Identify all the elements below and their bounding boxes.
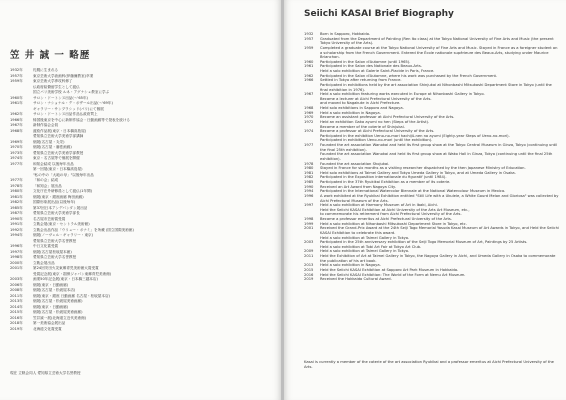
entry-year: 1992年 [10, 227, 23, 232]
entry-year: 1972 [304, 119, 314, 124]
entry-year: 2019年 [10, 326, 23, 331]
entry-text: Participated in the Salon d'Automne (until 1965). [320, 59, 411, 64]
japanese-biography-list [10, 68, 272, 332]
biography-entry [10, 327, 272, 333]
entry-year: 1998年 [10, 255, 23, 259]
entry-text: Became a professor emeritus at Aichi Prefectural University of the Arts. [320, 217, 452, 221]
entry-text: Born in Sapporo, Hokkaido. [320, 32, 371, 36]
biography-entry [304, 152, 559, 161]
entry-year: 2001年 [10, 266, 23, 270]
entry-year: 1970年 [10, 145, 23, 149]
entry-text: 東京芸術大学専攻科修了 [33, 79, 73, 83]
entry-year: 1990年 [10, 216, 23, 221]
entry-text: Held the Seiichi KASAI Exhibition at Sapporo Art Park Museum in Hokkaido. [320, 267, 459, 272]
entry-text: 中日文化賞受賞 [33, 244, 59, 248]
entry-text: Held a solo exhibition at Harmony Museum of Art in Ibaki, Aichi. [320, 203, 438, 208]
entry-text: 愛知県立芸術大学美術学部教授 [33, 150, 84, 155]
entry-year: 2016年 [10, 315, 23, 320]
entry-year: 2013 [304, 263, 314, 268]
entry-year: 1967 [304, 92, 314, 97]
entry-text: 画業50年記念展(東京・日本橋三越本店) [33, 277, 98, 281]
entry-year: 1932年 [10, 68, 23, 72]
entry-text: Participated in exhibitions held by the art association Shinjukai at Nihonbashi Mitsukoshi Department Store in Tokyo (until the final exhibition in 1976). [320, 82, 552, 92]
entry-year: 1970 [304, 115, 314, 120]
english-biography-list [304, 32, 559, 282]
entry-text: Participated in the 37th Ryukikai Exhibition as a member of its coterie. [320, 180, 451, 184]
entry-year: 1974年 [10, 156, 23, 160]
entry-text: 個展(東京・日動画廊) [33, 304, 69, 309]
entry-text: 個展(名古屋・松坂屋美術画廊) [33, 299, 83, 303]
entry-text: 笠井誠一展(北海道立近代美術館) [33, 315, 87, 320]
entry-year: 1978 [304, 161, 314, 166]
entry-year: 1978年 [10, 183, 23, 188]
entry-year: 1991年 [10, 222, 23, 226]
entry-text: 渡欧作品展(東京・日本橋高島屋) [33, 128, 87, 133]
entry-text: 個展(名古屋・松坂屋本店) [33, 288, 76, 292]
japanese-biography-title: 笠 井 誠 一 略歴 [10, 50, 91, 61]
entry-year: 2003 [304, 240, 314, 245]
entry-text: "私の中の「大地の母」"以後毎年出品 [33, 172, 94, 177]
entry-text: 第24回安田火災東郷青児美術館大賞受賞 [33, 266, 99, 270]
biography-entry [304, 46, 559, 60]
entry-year: 1969 [304, 110, 314, 115]
entry-text: Held the Seiichi KASAI Exhibition: The World of the Form at Nemu Art Museum. [320, 272, 466, 277]
entry-year: 2019 [304, 277, 314, 282]
entry-year: 2006年 [10, 282, 23, 287]
biography-entry [304, 226, 559, 235]
entry-text: 東京・名古屋等で個展を開催 [33, 156, 80, 160]
entry-year: 1982年 [10, 200, 23, 204]
entry-text: 個展(名古屋・丸栄) [33, 139, 65, 144]
entry-year: 1977年 [10, 161, 23, 166]
entry-year: 2016 [304, 272, 314, 277]
entry-text: Became a lecturer at Aichi Prefectural University of the Arts. [320, 96, 432, 101]
entry-text: 文化庁在外研修員として渡仏(1年間) [33, 189, 92, 193]
entry-text: サロン・ナショナル・デ・ボザール出品(〜'69年) [33, 101, 113, 105]
entry-year: 1957年 [10, 73, 23, 78]
entry-text: Participated in the Salon des Nationale des Beaux-Arts. [320, 64, 422, 69]
entry-year: 1968年 [10, 128, 23, 133]
entry-text: Held a solo exhibition in Nagoya. [320, 263, 381, 268]
entry-year: 1980年 [10, 189, 23, 193]
left-page-japanese [0, 0, 281, 400]
entry-year: 1982 [304, 175, 314, 180]
entry-text: 第37回日本アンデパンダン展出品 [33, 205, 88, 210]
entry-year: 1980 [304, 166, 314, 171]
entry-year: 1997 [304, 203, 314, 208]
entry-text: Founded the art association Shojukai. [320, 161, 390, 166]
entry-year: 1959年 [10, 79, 23, 83]
biography-entry [304, 194, 559, 203]
entry-text: 第一回展(東京・日本橋高島屋) [33, 167, 83, 171]
entry-text: Participated in the Salon d'Automne, where his work was purchased by the French Government. [320, 73, 498, 78]
entry-text: Held a solo exhibition at Taimei Gallery in Tokyo. [320, 249, 410, 254]
entry-text: Held the Exhibition of Art at Taimei Gallery in Tokyo, the Nagoya Gallery in Aichi, and Umeda Gallery in Osaka to commemorate the publication of his art book. [320, 254, 556, 263]
english-biography-footer: Kasai is currently a member of the coterie of the art association Ryukikai and a professor emeritus at Aichi Prefectural University of the Arts. [304, 360, 554, 369]
entry-text: 個展(東京・銀座 日動画廊 名古屋・松坂屋本店) [33, 293, 110, 298]
biography-entry [304, 254, 559, 263]
entry-text: 愛知県立芸術大学名誉教授 [33, 238, 77, 243]
entry-text: 受賞記念展(東京・損保ジャパン東郷青児美術館) [33, 271, 112, 276]
entry-year: 2013年 [10, 299, 23, 303]
entry-text: Received an Art Award from Nagoya City. [320, 184, 396, 189]
entry-year: 1996年 [10, 244, 23, 248]
entry-text: Participated in the exhibition Ueno-no-mori hachijū-nen no ayumi (Eighty-year Steps of Ueno-no-mori). [320, 133, 510, 138]
entry-text: Held the Seiichi KASAI Exhibition at Aichi University of the Arts Art Museum, etc., [320, 207, 470, 212]
entry-year: 1999 [304, 221, 314, 226]
biography-entry [304, 143, 559, 152]
entry-year: 1962年 [10, 112, 23, 116]
entry-year: 1957 [304, 36, 314, 41]
entry-year: 2011年 [10, 293, 23, 298]
entry-text: A work exhibited at the Ryukikai Exhibition entitled "Still Life with a Ukulele, a White Gourd Melon and Gloriosa" was collected by Aichi Prefectural Museum of the Arts. [320, 193, 559, 203]
entry-year: 1966 [304, 78, 314, 83]
entry-year: 1960 [304, 59, 314, 64]
entry-year: 1969年 [10, 139, 23, 144]
entry-year: 1974 [304, 129, 314, 134]
entry-text: サロン・ドートンヌ出品作品仏政府買上 [33, 112, 98, 116]
entry-text: Completed a graduate course at the Tokyo National University of Fine Arts and Music. Stayed in France as a foreigner student on a scholarship from the French Government. Entered the École nationale supérieure des Beaux-Arts, studying under Maurice Brianchon. [320, 45, 558, 60]
entry-text: 東京芸術大学油画科(伊藤廉教室)卒業 [33, 73, 94, 78]
entry-year: 1985年 [10, 205, 23, 210]
entry-year: 1959 [304, 45, 314, 50]
entry-text: 国際形象展出品(以後毎年) [33, 200, 76, 204]
entry-text: 「和の会」結成 [33, 178, 59, 182]
entry-year: 1961 [304, 64, 314, 69]
entry-year: 1987年 [10, 211, 23, 215]
entry-text: Held solo exhibitions at Taimei Gallery and Tokyo Umeda Gallery in Tokyo, and at Umeda Gallery in Osaka. [320, 170, 516, 175]
entry-year: 2003年 [10, 277, 23, 281]
entry-year: 1985 [304, 180, 314, 184]
english-biography-title: Seiichi KASAI Brief Biography [304, 9, 454, 19]
entry-text: Became an assistant professor at Aichi Prefectural University of the Arts. [320, 115, 455, 120]
entry-text: 個展(名古屋松坂屋本館) [33, 249, 72, 254]
entry-text: Participated in the International Watercolor Biennale at the National Watercolour Museum in Mexico. [320, 189, 506, 194]
entry-text: 立軌会展出品 [33, 260, 55, 265]
entry-text: 個展(名古屋・松坂屋美術画廊) [33, 310, 83, 314]
entry-year: 1977 [304, 143, 314, 147]
entry-text: 第一美術協会展出品 [33, 321, 66, 325]
entry-year: 2014年 [10, 304, 23, 309]
entry-text: 立軌会出品作品「ウリュー・ボナミ」を所蔵 (国立国際美術館) [33, 227, 134, 232]
entry-text: Held a solo exhibition at Tobi Art Fair at Tokyo Art Club. [320, 244, 422, 249]
entry-text: and moved to Nagakute in Aichi Prefecture. [320, 101, 401, 106]
entry-text: 個展(東京・銀座画廊 梅田画廊) [33, 194, 84, 199]
entry-year: 1997年 [10, 249, 23, 254]
entry-year: 1994年 [10, 233, 23, 237]
entry-year: 2015 [304, 267, 314, 272]
entry-year: 1961年 [10, 101, 23, 105]
entry-year: 2001 [304, 226, 314, 231]
entry-text: 個展(東京・日動画廊) [33, 282, 69, 287]
entry-text: Received the Hokkaido Cultural Award. [320, 277, 392, 282]
entry-year: 1966年 [10, 117, 23, 122]
entry-year: 1977年 [10, 178, 23, 182]
entry-text: ギャラリー・サンプラシッド(パリ)にて個展 [33, 106, 104, 111]
entry-text: 愛知県立芸術大学美術学部講師 [33, 134, 84, 138]
entry-text: Held a solo exhibition in Nagoya. [320, 110, 381, 115]
entry-year: 2000年 [10, 260, 23, 265]
entry-year [304, 152, 320, 161]
entry-year: 2011 [304, 254, 314, 258]
entry-text: Participated in exhibition Ueno-no-mori (until the exhibition). [320, 138, 433, 143]
entry-text: 国立パリ美術学校 ルネ・アグナシュ教室に学ぶ [33, 90, 110, 94]
entry-text: Became a professor at Aichi Prefectural University of the Arts. [320, 129, 435, 134]
entry-text: Graduated from the Department of Painting (Ren Ito class) at the Tokyo National University of Fine Arts and Music (the present Tokyo University of the Arts). [320, 36, 554, 46]
entry-year: 1932 [304, 32, 314, 36]
entry-text: 和知会結成 以後毎年出品 [33, 161, 74, 166]
entry-year: 1962 [304, 73, 314, 78]
entry-text: Held a solo exhibition at Nihonbashi Mitsukoshi Department Store in Tokyo, etc. [320, 221, 467, 226]
entry-text: 新制作協会会員 [33, 123, 59, 127]
entry-text: 個展(名古屋・藤巻画廊) [33, 145, 72, 149]
entry-text: 北海道文化賞受賞 [33, 326, 62, 331]
entry-text: Held a solo exhibition at Galerie Saint-Placide in Paris, France. [320, 69, 435, 73]
entry-year: 2008年 [10, 288, 23, 292]
entry-year: 2018年 [10, 321, 23, 325]
entry-year: 1998 [304, 217, 314, 221]
entry-year: 2009 [304, 249, 314, 254]
entry-text: サロン・ドートンヌ出品(〜'65年) [33, 95, 88, 100]
entry-year: 1960年 [10, 95, 23, 100]
entry-year: 1994 [304, 189, 314, 194]
entry-text: 仏政府給費留学生として渡仏 [33, 84, 80, 89]
entry-text: Received the Grand-Prix Award at the 24th Seiji Togo Memorial Yasuda Kasai Museum of Art Awards in Tokyo, and Held the Seiichi KASAI Exhibition to celebrate this award. [320, 226, 559, 235]
entry-text: Held a solo exhibition featuring works executed in Europe at Nihonbashi Gallery in Tokyo. [320, 92, 485, 97]
entry-year: 1973年 [10, 150, 23, 155]
entry-year: 1981年 [10, 194, 23, 199]
entry-text: 帰国後東京を中心に新制作協会・日動画廊等で発表を続ける [33, 117, 131, 122]
entry-text: Founded the art association Wanokai and held its first group show at the Tokyo Central Museum in Ginza, Tokyo (continuing until the final 25th exhibition). [320, 143, 558, 152]
entry-year: 1996 [304, 193, 314, 198]
entry-text: Stayed in France for six months as a visiting researcher dispatched by the then Japanese Ministry of Education. [320, 166, 526, 171]
entry-text: 愛知県立芸術大学名誉教授 [33, 255, 77, 259]
entry-text: 札幌に生まれる [33, 68, 59, 72]
entry-text: 立軌会展(東京・セントラル美術館) [33, 222, 90, 226]
entry-year: 1968 [304, 106, 314, 110]
entry-text: 名古屋市芸術賞受賞 [33, 216, 66, 221]
biography-entry [304, 37, 559, 46]
entry-text: 「和知会」展出品 [33, 183, 62, 188]
entry-text: Held an exhibition Gaka ayumi no hen (Steps of the Artist). [320, 119, 430, 124]
entry-year: 2015年 [10, 310, 23, 314]
entry-text: Settled in Tokyo after returning from France. [320, 78, 402, 83]
japanese-biography-footer: 現在 立軌会同人 愛知県立芸術大学名誉教授 [10, 371, 81, 375]
entry-year: 1967年 [10, 123, 23, 127]
entry-text: 愛知県立芸術大学美術学部長 [33, 211, 80, 215]
entry-year: 1990 [304, 184, 314, 189]
biography-entry [304, 277, 559, 282]
entry-text: Held a solo exhibition at Taimei Gallery in Tokyo. [320, 235, 410, 240]
entry-text: Participated in the Exposition internationale du figuratif (until 1984). [320, 175, 447, 180]
entry-text: 個展(ノーヴェル・ギャラリー・東京) [33, 233, 94, 237]
entry-text: Founded the art association Wanokai and held its first group show at Wako Hall in Ginza, Tokyo (continuing until the final 25th exhibition). [320, 152, 553, 161]
entry-text: Became a member of the coterie of Shinjukai. [320, 124, 405, 129]
entry-text: to commemorate his retirement from Aichi Prefectural University of the Arts. [320, 212, 462, 217]
entry-year [304, 83, 320, 92]
entry-text: Held solo exhibitions in Sapporo and Nagoya. [320, 106, 404, 110]
entry-text: Participated in the 25th anniversary exhibition of the Seiji Togo Memorial Museum of Art, Paintings by 25 Artists. [320, 240, 528, 245]
biography-entry [304, 83, 559, 92]
entry-year: 1981 [304, 170, 314, 175]
